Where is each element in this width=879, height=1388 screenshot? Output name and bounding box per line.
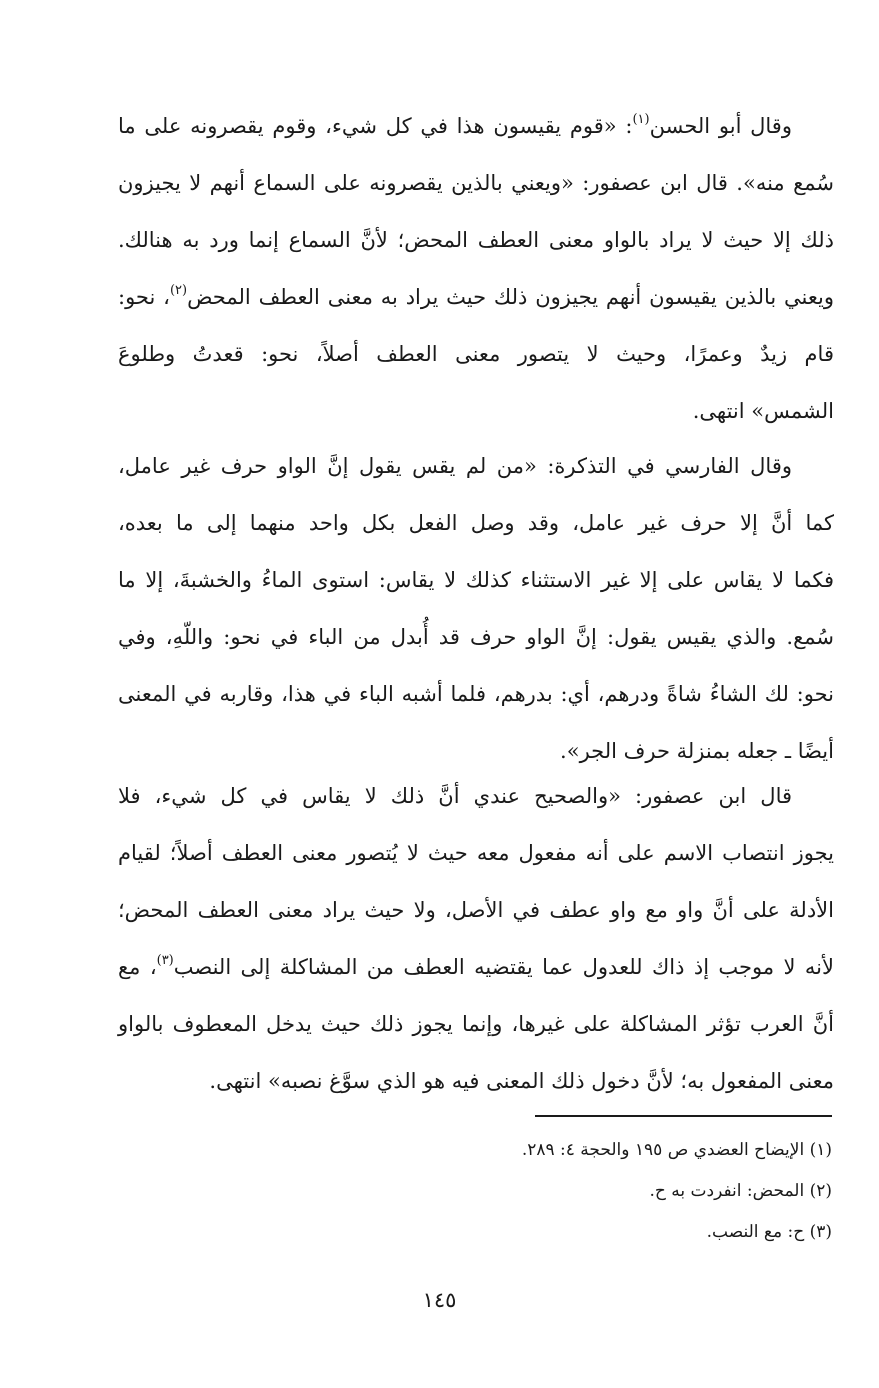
- text-line: وقال الفارسي في التذكرة: «من لم يقس يقول إنَّ الواو حرف غير عامل،: [118, 454, 792, 478]
- footnote-3: (٣) ح: مع النصب.: [706, 1222, 832, 1242]
- text-segment: لأنه لا موجب إذ ذاك للعدول عما يقتضيه العطف من المشاكلة إلى النصب: [173, 955, 834, 979]
- text-line: قال ابن عصفور: «والصحيح عندي أنَّ ذلك لا يقاس في كل شيء، فلا: [118, 784, 792, 808]
- text-line: [118, 939, 834, 996]
- text-line: [118, 98, 834, 155]
- text-line: يجوز انتصاب الاسم على أنه مفعول معه حيث لا يُتصور معنى العطف أصلاً؛ لقيام: [118, 841, 834, 865]
- footnote-2: (٢) المحض: انفردت به ح.: [649, 1181, 832, 1201]
- paragraph-3: [118, 768, 834, 1110]
- footnote-marker-3: (٣): [156, 953, 174, 968]
- footnotes: [232, 1130, 832, 1253]
- text-line: الأدلة على أنَّ واو مع واو عطف في الأصل، ولا حيث يراد معنى العطف المحض؛: [118, 898, 834, 922]
- text-line: أنَّ العرب تؤثر المشاكلة على غيرها، وإنما يجوز ذلك حيث يدخل المعطوف بالواو: [118, 1012, 834, 1036]
- text-line: فكما لا يقاس على إلا غير الاستثناء كذلك لا يقاس: استوى الماءُ والخشبةَ، إلا ما: [118, 568, 834, 592]
- paragraph-1: [118, 98, 834, 440]
- footnote-marker-1: (١): [632, 112, 650, 127]
- text-line: الشمس» انتهى.: [692, 399, 834, 423]
- footnote-marker-2: (٢): [169, 283, 188, 298]
- text-line: نحو: لك الشاءُ شاةً ودرهم، أي: بدرهم، فلما أشبه الباء في هذا، وقاربه في المعنى: [118, 682, 834, 706]
- page-number: ١٤٥: [422, 1288, 457, 1312]
- text-segment: ، نحو:: [118, 285, 170, 309]
- text-line: [118, 269, 834, 326]
- footnote-1: (١) الإيضاح العضدي ص ١٩٥ والحجة ٤: ٢٨٩.: [521, 1140, 832, 1160]
- text-line: سُمع منه». قال ابن عصفور: «ويعني بالذين يقصرونه على السماع أنهم لا يجيزون: [118, 171, 834, 195]
- text-line: سُمع. والذي يقيس يقول: إنَّ الواو حرف قد أُبدل من الباء في نحو: واللّهِ، وفي: [118, 625, 834, 649]
- text-segment: وقال أبو الحسن: [649, 114, 792, 138]
- text-line: معنى المفعول به؛ لأنَّ دخول ذلك المعنى فيه هو الذي سوَّغ نصبه» انتهى.: [209, 1069, 834, 1093]
- text-segment: ويعني بالذين يقيسون أنهم يجيزون ذلك حيث يراد به معنى العطف المحض: [187, 285, 834, 309]
- text-line: كما أنَّ إلا حرف غير عامل، وقد وصل الفعل بكل واحد منهما إلى ما بعده،: [118, 511, 834, 535]
- paragraph-2: [118, 438, 834, 780]
- text-line: أيضًا ـ جعله بمنزلة حرف الجر».: [560, 739, 834, 763]
- text-line: ذلك إلا حيث لا يراد بالواو معنى العطف المحض؛ لأنَّ السماع إنما ورد به هنالك.: [118, 228, 834, 252]
- text-segment: ، مع: [118, 955, 157, 979]
- text-segment: : «قوم يقيسون هذا في كل شيء، وقوم يقصرونه على ما: [118, 114, 633, 138]
- footnote-separator: [535, 1115, 832, 1117]
- text-line: قام زيدٌ وعمرًا، وحيث لا يتصور معنى العطف أصلاً، نحو: قعدتُ وطلوعَ: [118, 342, 834, 366]
